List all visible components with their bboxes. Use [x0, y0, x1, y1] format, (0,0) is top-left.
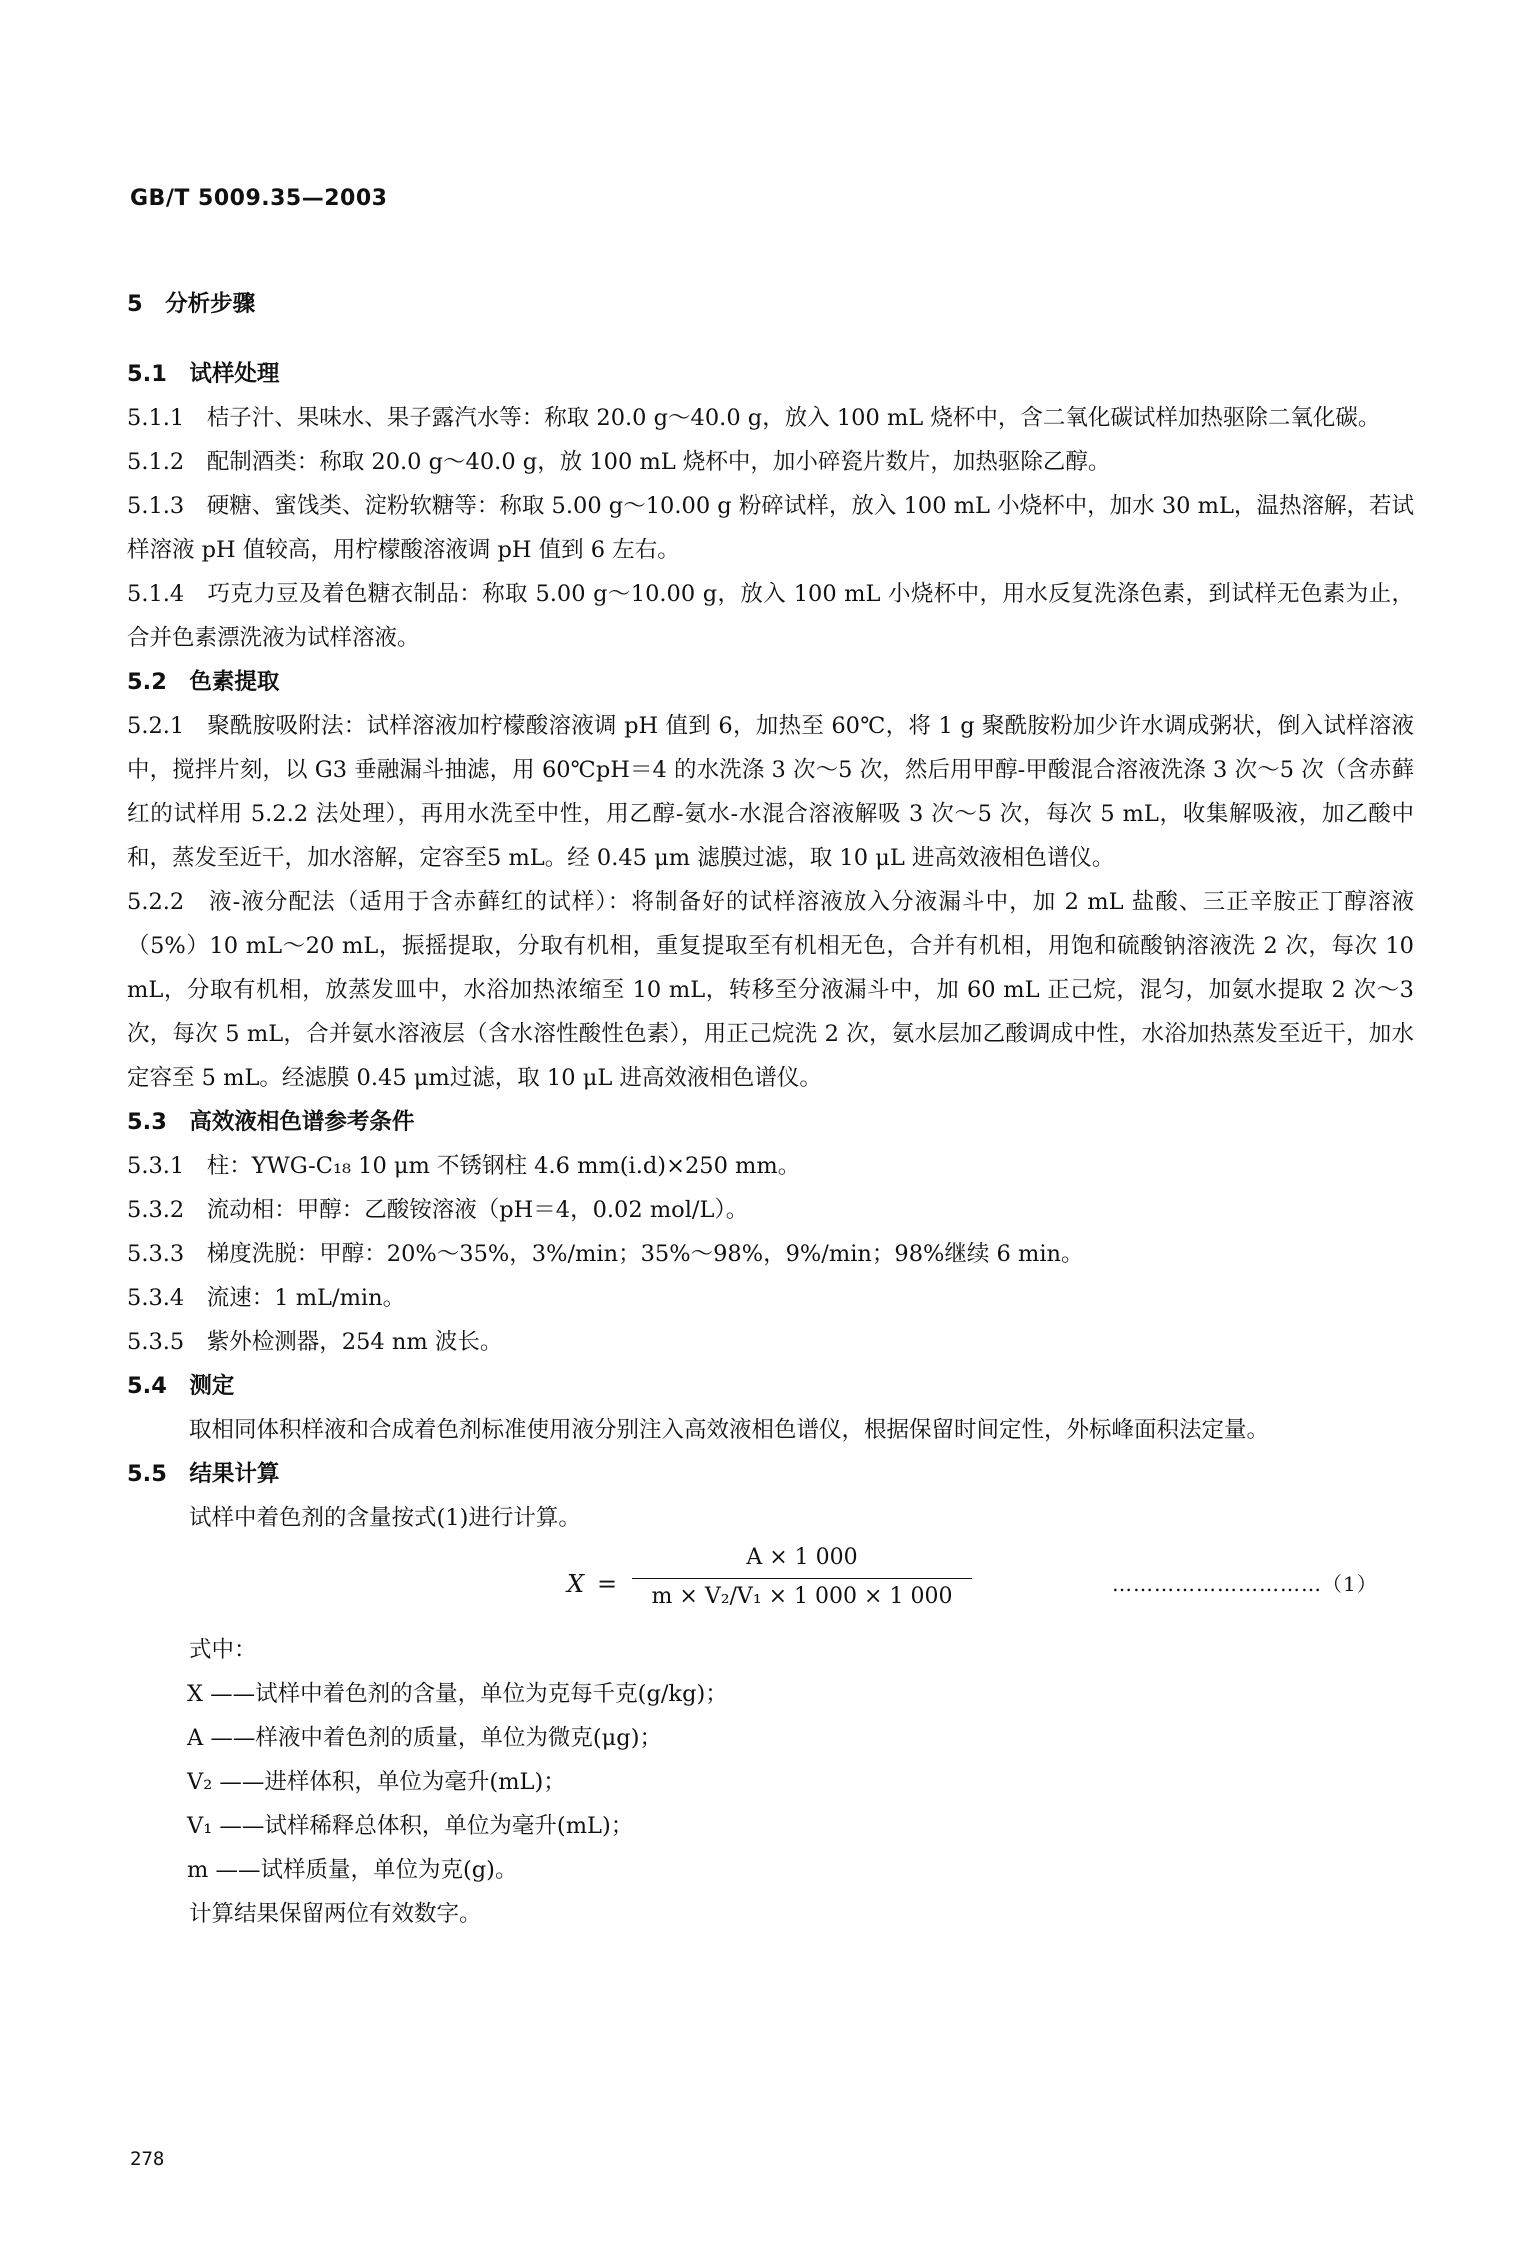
- section-5-3-heading: 5.3 高效液相色谱参考条件: [127, 1109, 415, 1135]
- section-5-heading: 5 分析步骤: [127, 291, 256, 317]
- formula-equals: =: [597, 1570, 618, 1598]
- definition-item: m ——试样质量，单位为克(g)。: [187, 1857, 518, 1883]
- definitions-closing: 计算结果保留两位有效数字。: [189, 1901, 482, 1927]
- definition-item: X ——试样中着色剂的含量，单位为克每千克(g/kg)；: [187, 1681, 728, 1707]
- formula-fraction: [632, 1540, 972, 1615]
- document-body: [127, 282, 1414, 1936]
- clause-5-4-text: 取相同体积样液和合成着色剂标准使用液分别注入高效液相色谱仪，根据保留时间定性，外标峰面积法定量。: [189, 1417, 1270, 1443]
- formula-number: …………………………（1）: [1112, 1572, 1378, 1596]
- page-number: 278: [130, 2148, 165, 2170]
- formula-lhs: X: [567, 1570, 585, 1598]
- clause-5-1-3: 5.1.3 硬糖、蜜饯类、淀粉软糖等：称取 5.00 g～10.00 g 粉碎试样，放入 100 mL 小烧杯中，加水 30 mL，温热溶解，若试样溶液 pH 值较高，用柠檬酸溶液调 pH 值到 6 左右。: [127, 493, 1414, 563]
- clause-5-3-5: 5.3.5 紫外检测器，254 nm 波长。: [127, 1329, 503, 1355]
- formula-numerator: A × 1 000: [632, 1540, 972, 1579]
- clause-5-3-2: 5.3.2 流动相：甲醇：乙酸铵溶液（pH＝4，0.02 mol/L）。: [127, 1197, 749, 1223]
- section-5-5-heading: 5.5 结果计算: [127, 1461, 280, 1487]
- clause-5-3-4: 5.3.4 流速：1 mL/min。: [127, 1285, 406, 1311]
- definition-item: V₂ ——进样体积，单位为毫升(mL)；: [187, 1769, 566, 1795]
- clause-5-1-2: 5.1.2 配制酒类：称取 20.0 g～40.0 g，放 100 mL 烧杯中，加小碎瓷片数片，加热驱除乙醇。: [127, 449, 1111, 475]
- formula-denominator: m × V₂/V₁ × 1 000 × 1 000: [651, 1584, 953, 1609]
- clause-5-5-text: 试样中着色剂的含量按式(1)进行计算。: [189, 1505, 581, 1531]
- clause-5-2-2: 5.2.2 液-液分配法（适用于含赤藓红的试样）：将制备好的试样溶液放入分液漏斗中，加 2 mL 盐酸、三正辛胺正丁醇溶液（5%）10 mL～20 mL，振摇提取，分取有机相，重复提取至有机相无色，合并有机相，用饱和硫酸钠溶液洗 2 次，每次 10 mL，分取有机相，放蒸发皿中，水浴加热浓缩至 10 mL，转移至分液漏斗中，加 60 mL 正己烷，混匀，加氨水提取 2 次～3 次，每次 5 mL，合并氨水溶液层（含水溶性酸性色素），用正己烷洗 2 次，氨水层加乙酸调成中性，水浴加热蒸发至近干，加水定容至 5 mL。经滤膜 0.45 μm过滤，取 10 μL 进高效液相色谱仪。: [127, 889, 1414, 1091]
- formula-1: [127, 1540, 1414, 1628]
- definition-item: A ——样液中着色剂的质量，单位为微克(μg)；: [187, 1725, 662, 1751]
- clause-5-2-1: 5.2.1 聚酰胺吸附法：试样溶液加柠檬酸溶液调 pH 值到 6，加热至 60℃，将 1 g 聚酰胺粉加少许水调成粥状，倒入试样溶液中，搅拌片刻，以 G3 垂融漏斗抽滤，用 60℃pH＝4 的水洗涤 3 次～5 次，然后用甲醇-甲酸混合溶液洗涤 3 次～5 次（含赤藓红的试样用 5.2.2 法处理），再用水洗至中性，用乙醇-氨水-水混合溶液解吸 3 次～5 次，每次 5 mL，收集解吸液，加乙酸中和，蒸发至近干，加水溶解，定容至5 mL。经 0.45 μm 滤膜过滤，取 10 μL 进高效液相色谱仪。: [127, 713, 1414, 871]
- section-5-4-heading: 5.4 测定: [127, 1373, 235, 1399]
- section-5-1-heading: 5.1 试样处理: [127, 361, 280, 387]
- definition-item: V₁ ——试样稀释总体积，单位为毫升(mL)；: [187, 1813, 634, 1839]
- section-5-2-heading: 5.2 色素提取: [127, 669, 280, 695]
- clause-5-1-4: 5.1.4 巧克力豆及着色糖衣制品：称取 5.00 g～10.00 g，放入 100 mL 小烧杯中，用水反复洗涤色素，到试样无色素为止，合并色素漂洗液为试样溶液。: [127, 581, 1414, 651]
- standard-number-header: GB/T 5009.35—2003: [130, 186, 388, 211]
- clause-5-3-3: 5.3.3 梯度洗脱：甲醇：20%～35%，3%/min；35%～98%，9%/min；98%继续 6 min。: [127, 1241, 1084, 1267]
- definitions-intro: 式中：: [189, 1637, 257, 1663]
- clause-5-3-1: 5.3.1 柱：YWG-C₁₈ 10 μm 不锈钢柱 4.6 mm(i.d)×250 mm。: [127, 1153, 801, 1179]
- clause-5-1-1: 5.1.1 桔子汁、果味水、果子露汽水等：称取 20.0 g～40.0 g，放入 100 mL 烧杯中，含二氧化碳试样加热驱除二氧化碳。: [127, 405, 1381, 431]
